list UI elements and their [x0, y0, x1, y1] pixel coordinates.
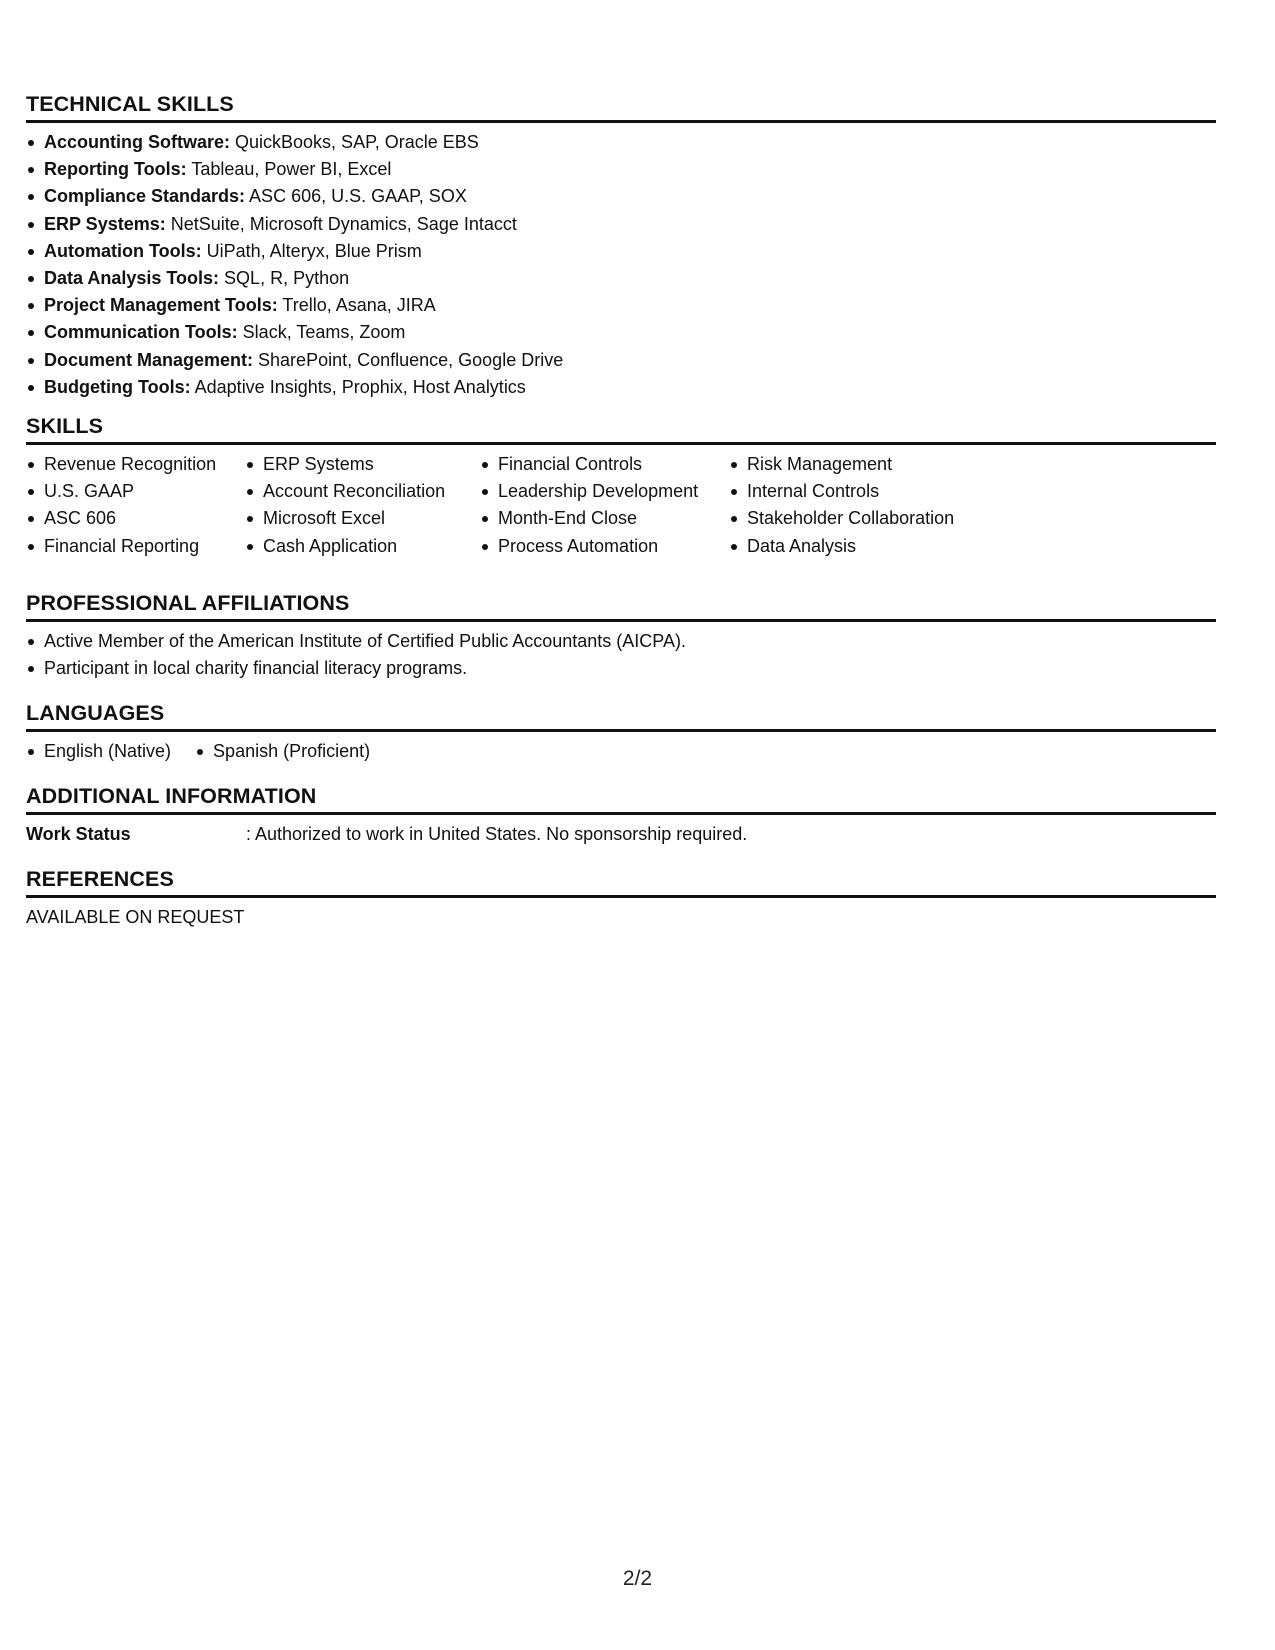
page-number: 2/2 [622, 1567, 653, 1590]
tech-skill-label: Reporting Tools: [44, 159, 187, 180]
skills-section [26, 413, 1216, 560]
section-title-additional-info: ADDITIONAL INFORMATION [26, 784, 317, 808]
skills-column [480, 451, 729, 560]
list-item: Risk Management [729, 451, 989, 478]
list-item [26, 319, 1216, 346]
section-title-references: REFERENCES [26, 867, 174, 891]
technical-skills-section [26, 91, 1216, 401]
list-item: Internal Controls [729, 478, 989, 505]
section-divider [26, 729, 1216, 732]
list-item: Financial Controls [480, 451, 729, 478]
tech-skill-label: Data Analysis Tools: [44, 268, 220, 289]
list-item [26, 292, 1216, 319]
tech-skill-label: Communication Tools: [44, 322, 238, 343]
list-item: Spanish (Proficient) [195, 738, 370, 765]
list-item [26, 183, 1216, 210]
work-status-label: Work Status [26, 824, 131, 844]
list-item: Month-End Close [480, 505, 729, 532]
list-item: Process Automation [480, 533, 729, 560]
list-item: Account Reconciliation [245, 478, 480, 505]
tech-skill-value: Tableau, Power BI, Excel [186, 159, 392, 180]
section-title-languages: LANGUAGES [26, 701, 165, 725]
list-item [26, 374, 1216, 401]
tech-skill-label: Compliance Standards: [44, 186, 246, 207]
tech-skill-value: SharePoint, Confluence, Google Drive [253, 349, 564, 370]
list-item: ASC 606 [26, 505, 245, 532]
skills-column [26, 451, 245, 560]
tech-skill-value: SQL, R, Python [219, 268, 350, 289]
additional-info-section [26, 783, 1216, 848]
references-section [26, 866, 1216, 931]
section-divider [26, 619, 1216, 622]
section-divider [26, 895, 1216, 898]
tech-skill-value: UiPath, Alteryx, Blue Prism [201, 240, 422, 261]
list-item: Cash Application [245, 533, 480, 560]
list-item [26, 156, 1216, 183]
list-item: Stakeholder Collaboration [729, 505, 989, 532]
section-title-technical-skills: TECHNICAL SKILLS [26, 92, 234, 116]
skills-grid [26, 451, 1216, 560]
tech-skill-label: Project Management Tools: [44, 295, 278, 316]
work-status-value: : Authorized to work in United States. No sponsorship required. [246, 824, 748, 844]
list-item: Microsoft Excel [245, 505, 480, 532]
tech-skill-label: ERP Systems: [44, 213, 166, 234]
affiliations-list [26, 628, 1216, 682]
tech-skill-value: Slack, Teams, Zoom [237, 322, 406, 343]
list-item: ERP Systems [245, 451, 480, 478]
technical-skills-list [26, 129, 1216, 401]
list-item [26, 265, 1216, 292]
section-divider [26, 812, 1216, 815]
section-title-skills: SKILLS [26, 414, 104, 438]
list-item [26, 129, 1216, 156]
list-item: Participant in local charity financial literacy programs. [26, 655, 1216, 682]
tech-skill-value: ASC 606, U.S. GAAP, SOX [245, 186, 467, 207]
tech-skill-label: Automation Tools: [44, 240, 202, 261]
affiliations-section [26, 590, 1216, 682]
list-item: U.S. GAAP [26, 478, 245, 505]
list-item: Financial Reporting [26, 533, 245, 560]
list-item: English (Native) [26, 738, 171, 765]
section-title-affiliations: PROFESSIONAL AFFILIATIONS [26, 591, 350, 615]
list-item: Leadership Development [480, 478, 729, 505]
tech-skill-value: QuickBooks, SAP, Oracle EBS [230, 132, 479, 152]
list-item [26, 211, 1216, 238]
languages-list [26, 738, 1216, 765]
list-item: Active Member of the American Institute of Certified Public Accountants (AICPA). [26, 628, 1216, 655]
list-item [26, 238, 1216, 265]
list-item: Data Analysis [729, 533, 989, 560]
languages-section [26, 700, 1216, 765]
section-divider [26, 120, 1216, 123]
list-item [26, 347, 1216, 374]
section-divider [26, 442, 1216, 445]
skills-column [245, 451, 480, 560]
tech-skill-label: Accounting Software: [44, 132, 231, 152]
tech-skill-value: Trello, Asana, JIRA [277, 295, 436, 316]
references-text: AVAILABLE ON REQUEST [26, 907, 245, 927]
work-status-row [26, 821, 1216, 848]
tech-skill-value: NetSuite, Microsoft Dynamics, Sage Intacct [165, 213, 517, 234]
tech-skill-label: Budgeting Tools: [44, 376, 191, 397]
tech-skill-label: Document Management: [44, 349, 254, 370]
skills-column [729, 451, 989, 560]
tech-skill-value: Adaptive Insights, Prophix, Host Analytics [190, 376, 526, 397]
list-item: Revenue Recognition [26, 451, 245, 478]
